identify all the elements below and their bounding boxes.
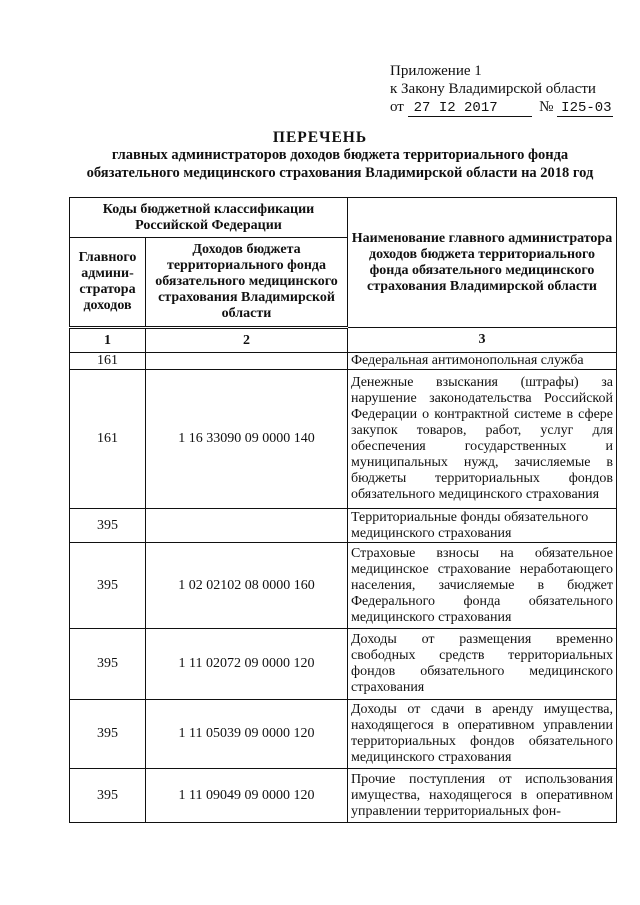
appendix-block [390, 62, 613, 117]
header-admin: Главного админи-стратора доходов [70, 238, 146, 328]
header-codes: Коды бюджетной классификации Российской Федерации [70, 198, 348, 238]
admin-name: Доходы от размещения временно свободных средств территориальных фондов обязательного медицинского страхования [348, 629, 617, 700]
admin-code: 161 [70, 370, 146, 509]
table-row [70, 629, 617, 700]
from-label: от [390, 99, 404, 115]
income-code: 1 16 33090 09 0000 140 [146, 370, 348, 509]
column-number-row [70, 328, 617, 353]
revenue-administrators-table [69, 197, 617, 823]
column-number: 2 [146, 328, 348, 353]
admin-code: 395 [70, 509, 146, 543]
income-code: 1 02 02102 08 0000 160 [146, 543, 348, 629]
income-code [146, 353, 348, 370]
admin-code: 395 [70, 700, 146, 769]
column-number: 1 [70, 328, 146, 353]
table-row [70, 700, 617, 769]
document-title: ПЕРЕЧЕНЬ [272, 129, 368, 146]
law-number: I25-03 [557, 101, 613, 117]
admin-code: 395 [70, 769, 146, 823]
admin-name: Федеральная антимонопольная служба [348, 353, 617, 370]
appendix-law: к Закону Владимирской области [390, 81, 596, 97]
header-income: Доходов бюджета территориального фонда обязательного медицинского страхования Владимирской области [146, 238, 348, 328]
admin-name: Денежные взыскания (штрафы) за нарушение законодательства Российской Федерации о контрактной системе в сфере закупок товаров, работ, услуг для обеспечения государственных и муниципальных нужд, зачисляемые в бюджеты территориальных фондов обязательного медицинского страхования [348, 370, 617, 509]
table-row [70, 509, 617, 543]
appendix-title: Приложение 1 [390, 63, 482, 79]
law-date: 27 I2 2017 [408, 101, 532, 117]
income-code: 1 11 05039 09 0000 120 [146, 700, 348, 769]
income-code [146, 509, 348, 543]
table-row [70, 769, 617, 823]
header-name: Наименование главного администратора доходов бюджета территориального фонда обязательного медицинского страхования Владимирской области [348, 198, 617, 328]
admin-code: 161 [70, 353, 146, 370]
admin-code: 395 [70, 629, 146, 700]
admin-name: Территориальные фонды обязательного медицинского страхования [348, 509, 617, 543]
table-row [70, 353, 617, 370]
admin-name: Доходы от сдачи в аренду имущества, находящегося в оперативном управлении территориальных фондов обязательного медицинского страхования [348, 700, 617, 769]
admin-name: Прочие поступления от использования имущества, находящегося в оперативном управлении территориальных фон- [348, 769, 617, 823]
header-row-1 [70, 198, 617, 238]
number-label: № [539, 99, 554, 115]
document-subtitle: главных администраторов доходов бюджета территориального фонда обязательного медицинского страхования Владимирской области на 2018 год [86, 147, 594, 181]
admin-code: 395 [70, 543, 146, 629]
table-row [70, 543, 617, 629]
income-code: 1 11 09049 09 0000 120 [146, 769, 348, 823]
income-code: 1 11 02072 09 0000 120 [146, 629, 348, 700]
column-number: 3 [348, 328, 617, 353]
table-row [70, 370, 617, 509]
appendix-date-line [390, 98, 613, 117]
admin-name: Страховые взносы на обязательное медицинское страхование неработающего населения, зачисляемые в бюджет Федерального фонда обязательного медицинского страхования [348, 543, 617, 629]
